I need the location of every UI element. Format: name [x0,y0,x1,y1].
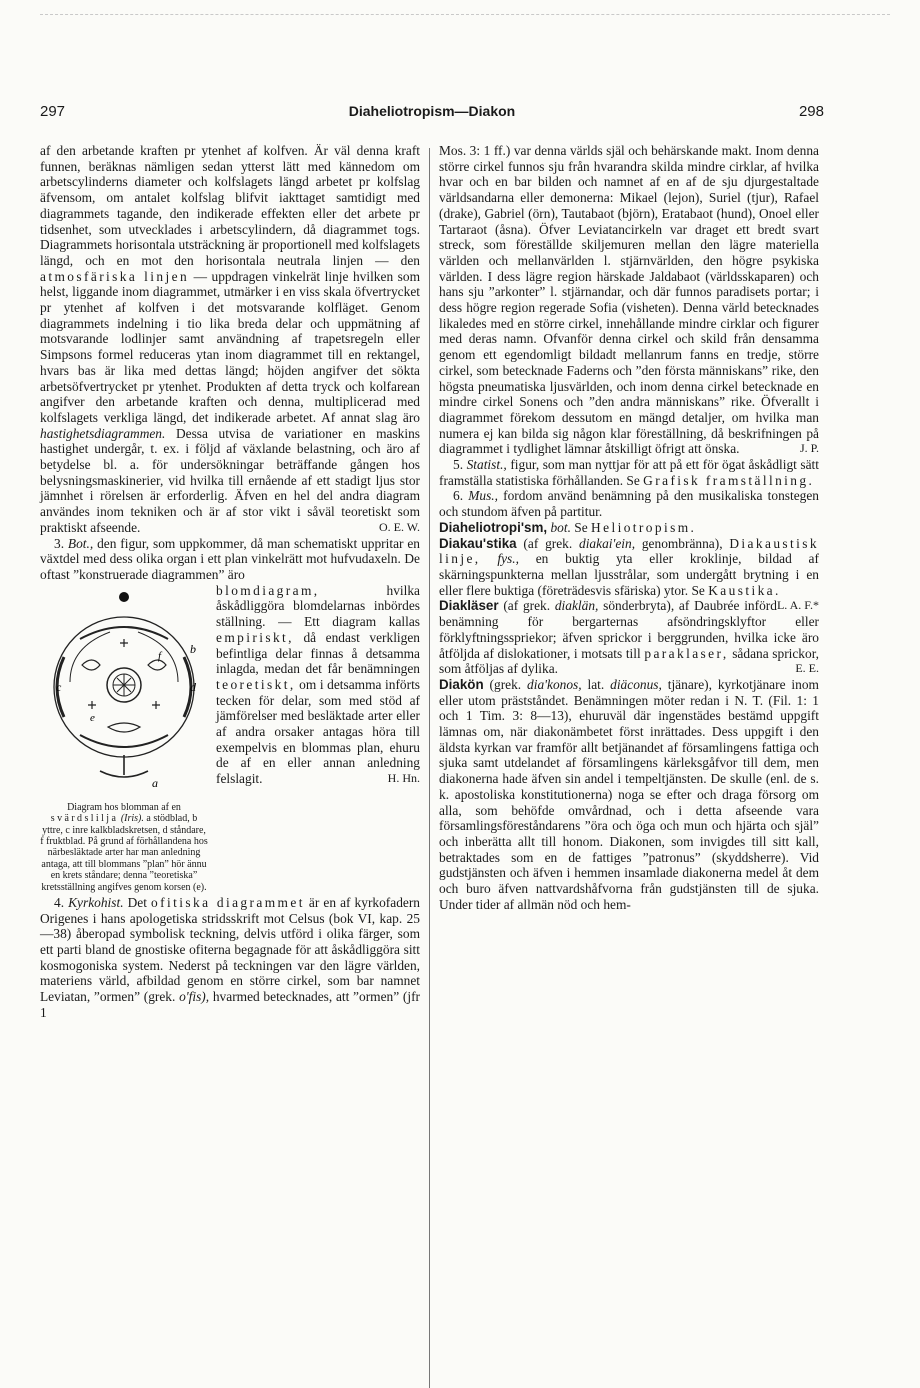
right-column [439,143,819,912]
fig-label-f: f [158,649,162,662]
subject-abbreviation: Bot., [67,535,94,551]
headword: Diakläser [439,598,499,614]
column-divider [429,148,430,1388]
paragraph-bot: 3. Bot., den figur, som uppkommer, då man schematiskt uppritar en växtdel med dess olika organ i ett plan vinkelrätt mot hufvudaxeln. De oftast ”konstruerade diagrammen” äro [40,535,420,582]
fig-label-d: d [190,679,196,694]
fig-label-e: e [90,711,95,724]
spaced-term: atmosfäriska linjen [40,268,190,284]
fig-label-a: a [152,775,158,790]
figure-iris-diagram [40,587,208,893]
entry-diaklaser: Diakläser (af grek. diaklän, sönderbryta), af Daubrée införd benämning för bergarternas afsöndringsklyftor eller förklyftningsspriekor; äfven sprickor i berggrunden, hvilka icke äro åtföljda af dislokationer, i motsats till paraklaser, sådana sprickor, som åtföljas af dylika. E. E. [439,598,819,677]
author-signature: E. E. [795,661,819,676]
flower-diagram [40,587,208,800]
author-signature: J. P. [799,441,819,456]
running-title: Diaheliotropism—Diakon [348,103,516,119]
top-dashed-rule [40,14,890,15]
page-number-right: 298 [798,103,824,120]
paragraph-bot-continued: blomdiagram, hvilka åskådliggöra blomdelarnas inbördes ställning. — Ett diagram kallas empiriskt, då endast verkligen befintliga delar finnas å detsamma inlagda, medan det får benämningen teoretiskt, om i detsamma införts tecken för delar, som med stöd af jämförelser med besläktade arter eller af andra orsaker antagas höra till exempelvis en blommas plan, ehuru de af en eller annan anledning felslagit. H. Hn. [216,582,420,787]
headword: Diakau'stika [439,535,517,551]
figure-caption: Diagram hos blomman af en svärdslilja (Iris). a stödblad, b yttre, c inre kalkbladskretsen, d ståndare, f fruktblad. På grund af förhållandena hos närbesläktade arter har man anledning antaga, att till blommans ”plan” hör ännu en krets ståndare; denna ”teoretiska” kretsställning angifves genom korsen (e). [40,801,208,893]
fig-label-c: c [56,679,62,694]
subject-abbreviation: Kyrkohist. [68,894,124,910]
page-number-left: 297 [40,103,66,120]
paragraph-diagram-tech: af den arbetande kraften pr ytenhet af kolfven. Är väl denna kraft funnen, beräknas nämligen sedan ytterst lätt med kännedom om arbetscylinderns diameter och kolfslagets längd arbetet pr kolfslag äfvensom, om antalet kolfslag blifvit iakttaget samtidigt med diagrammets tagande, den indikerade effekten eller det arbete pr tidsenhet, som utvecklades i arbetscylindern, då diagrammet togs. Diagrammets horisontala utsträckning är proportionell med kolfslagets längd, och en mot den horisontala neutrala linjen — den atmosfäriska linjen — uppdragen vinkelrät linje hvilken som helst, liggande inom diagrammet, utmärker i en viss skala öfvertrycket pr ytenhet af kolfven i det motsvarande kolfläget. Genom diagrammets indelning i tio lika breda delar och uppmätning af motsvarande lodlinjer samt användning af trapetsregeln eller Simpsons formel reduceras ytan inom diagrammet till en rektangel, hvars bas är lika med dettas längd; höjden angifver det sökta arbetsöfvertrycket pr ytenhet. Produkten af detta tryck och kolfarean angifver den arbetande kraften och denna, multiplicerad med kolfslagets verkliga längd, det indikerade arbetet. Af annat slag äro hastighetsdiagrammen. Dessa utvisa de variationer en maskins hastighet undergår, t. ex. i följd af växlande belastning, och äro af betydelse bl. a. för undersökningar beträffande gången hos belysningsmaskinerier, vid hvilka till ernående af ett stadigt ljus stor jämnhet i rörelsen är erforderlig. Äfven en hel del andra diagram användes inom tekniken och är af stor vikt i såväl teoretiskt som praktiskt afseende. O. E. W. [40,143,420,535]
author-signature: O. E. W. [378,519,420,534]
entry-diaheliotropism: Diaheliotropi'sm, bot. Se Heliotropism. [439,519,697,535]
left-column [40,143,420,1021]
fig-label-b: b [190,641,196,656]
paragraph-statist: 5. Statist., figur, som man nyttjar för att på ett för ögat åskådligt sätt framställa statistiska förhållanden. Se Grafisk framställning. [439,457,820,488]
paragraph-mus: 6. Mus., fordom använd benämning på den musikaliska tonstegen och stundom äfven på partitur. [439,488,819,520]
headword: Diakön [439,676,484,692]
page-header [40,103,824,125]
entry-diakon: Diakön (grek. dia'konos, lat. diäconus, tjänare), kyrkotjänare inom eller utom prästståndet. Benämningen möter redan i N. T. (Fil. 1: 1 och 1 Tim. 3: 8—13), ehuruväl där ingenstädes bestämd uppgift lämnas om, när diakonämbetet först inrättades. Dess uppgift i den äldsta kyrkan var framför allt betjänandet af församlingens fattiga och sjuka samt utdelandet af församlingens kärleksgåfvor till dem, men diakonerna hade äfven sin andel i tempeltjänsten. De skulle (enl. de s. k. apostoliska konstitutionerna) noga se efter och draga försorg om alla, som behöfde omvårdnad, och i detta afseende vara församlingsföreståndarens ”öra och öga och mun och hjärta och själ” och inberätta allt till honom. Diakonen, som invigdes till sitt kall, betraktades som en de fattiges ”patronus” (skyddsherre). Vid gudstjänsten och äfven i hemmen insamlade diakonerna medel åt dem och buro äfven nattvardshåfvorna från gudstjänsten till de sjuka. Under tider af allmän nöd och hem- [439,676,819,912]
paragraph-kyrkohist: 4. Kyrkohist. Det ofitiska diagrammet är en af kyrkofadern Origenes i hans apologetiska stridsskrift mot Celsus (bok VI, kap. 25—38) åberopad symbolisk teckning, delvis utförd i olika färger, som ett parti bland de gnostiske ofiterna begagnade för att åskådliggöra sitt kosmogoniska system. Nederst på teckningen var den lägre världen, materiens värld, afbildad genom en större cirkel, som bar namnet Leviatan, ”ormen” (grek. o'fis), hvarmed betecknades, att ”ormen” (jfr 1 [40,894,420,1020]
author-signature: L. A. F.* [776,598,819,613]
author-signature: H. Hn. [387,771,420,786]
paragraph-ofitic-continued: Mos. 3: 1 ff.) var denna världs själ och behärskande makt. Inom denna större cirkel funnos sju från hvarandra skilda mindre cirklar, af hvilka hvar och en bar bilden och namnet af en af de sju djurgestaltade världsandarna eller demonerna: Mikael (lejon), Suriel (tjur), Rafael (drake), Gabriel (örn), Tautabaot (björn), Eratabaot (hund), Onoel eller Tartaraot (åsna). Öfver Leviatancirkeln var draget ett bredt svart streck, som föreställde skiljemuren mellan den lägre materiella världen och mellanvärlden l. stjärnvärlden, den högre psykiska världen. I dess lägre region härskade Jaldabaot (världsskaparen) och hans sju ”arkonter” l. stjärnandar, och där funnos paradisets portar; i dess högre region regerade Sofia (visheten). Denna värld betecknades likaledes med en större cirkel, innehållande mindre cirklar och figurer med deras namn. Ofvanför denna cirkel och skild från densamma genom ett egendomligt bildadt mellanrum fanns en tredje, större cirkel, som betecknade Faderns och ”den första människans” rike, den högsta pneumatiska ljusvärlden, och inom denna cirkel betecknade en mindre cirkel Sonens och ”den andra människans” rike. Öfverallt i diagrammet förekom dessutom en mängd detaljer, om hvilka man numera ej kan bilda sig någon klar föreställning, då beskrifningen på diagrammet i tydlighet lämnar åtskilligt öfrigt att önska. J. P. [439,143,819,457]
headword: Diaheliotropi'sm, [439,519,548,535]
italic-term: hastighetsdiagrammen. [40,425,166,441]
entry-diakaustika: Diakau'stika (af grek. diakai'ein, genombränna), Diakaustisk linje, fys., en buktig yta eller kroklinje, bildad af skärningspunkterna mellan ljusstrålar, som undergått brytning i en eller flere buktiga (företrädesvis sfäriska) ytor. Se Kaustika. L. A. F.* [439,535,819,613]
